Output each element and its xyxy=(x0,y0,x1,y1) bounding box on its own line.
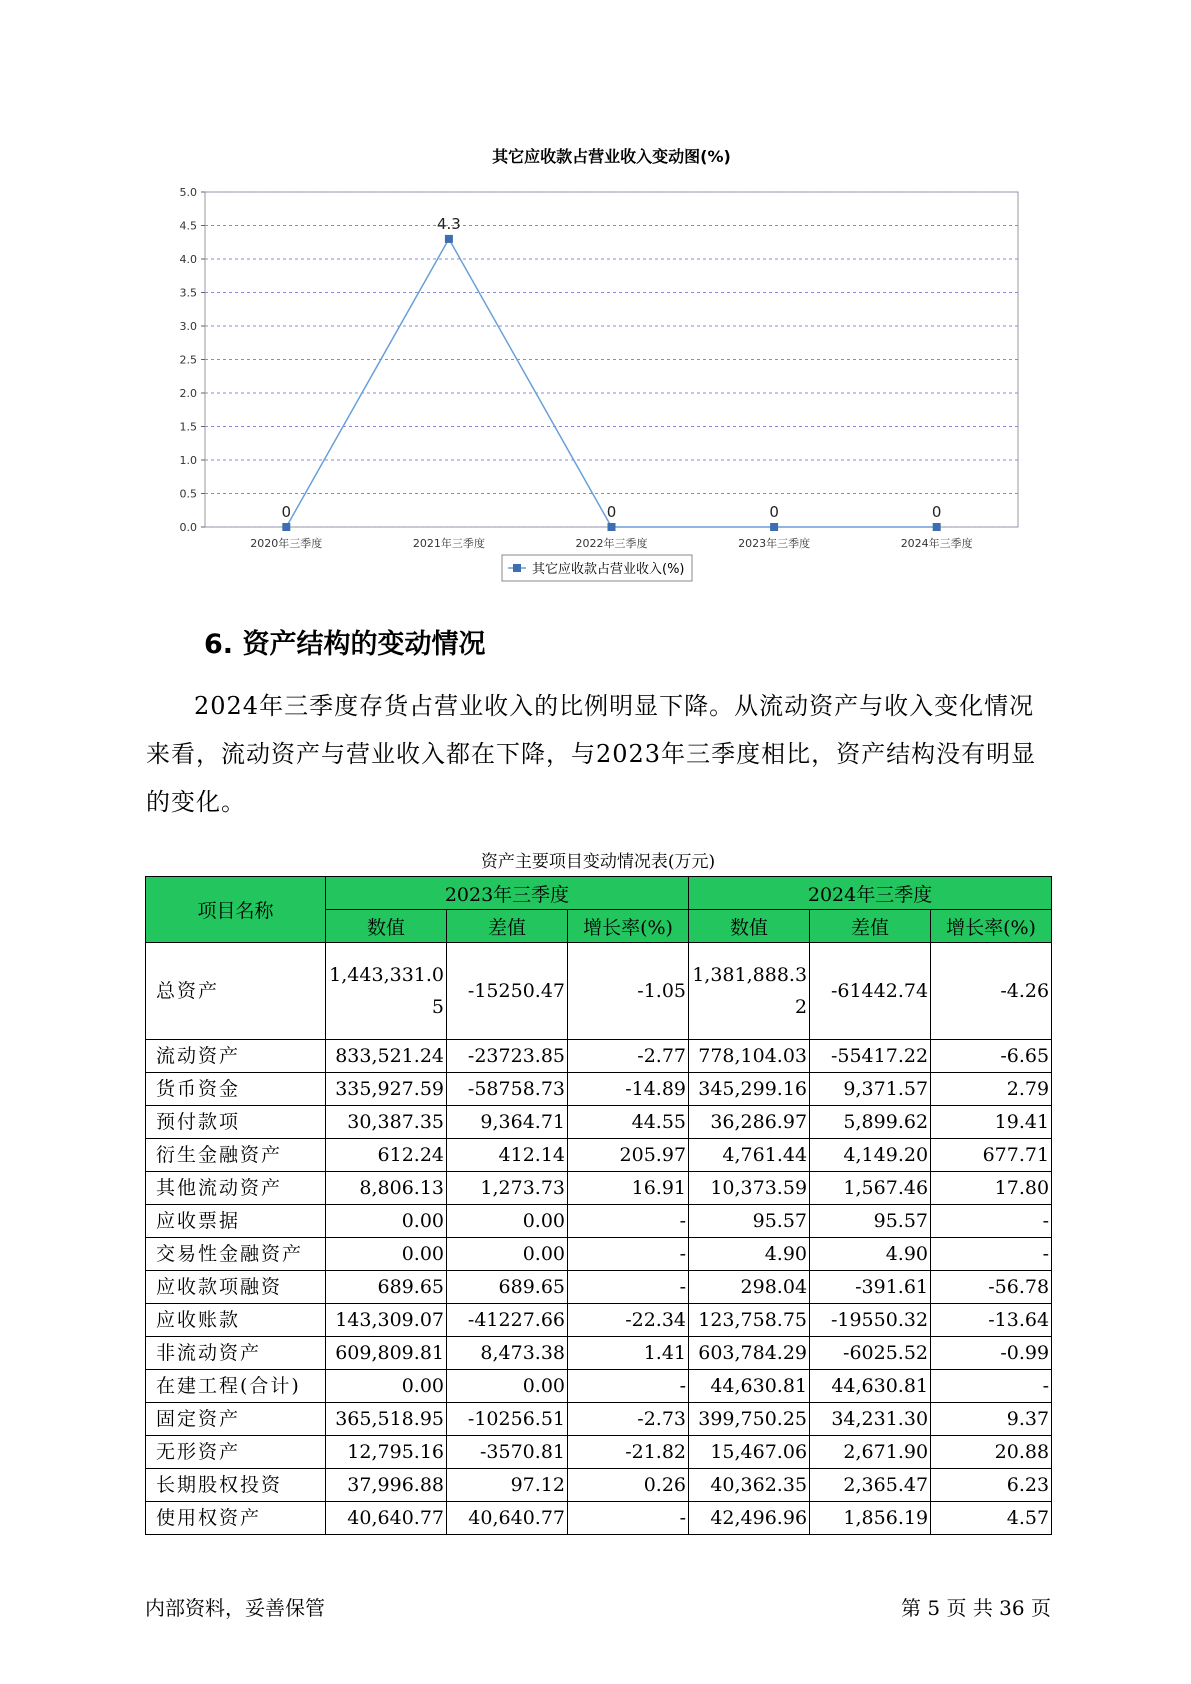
table-cell: -23723.85 xyxy=(447,1040,568,1073)
table-cell: 30,387.35 xyxy=(326,1106,447,1139)
table-cell: -21.82 xyxy=(568,1436,689,1469)
table-cell: 143,309.07 xyxy=(326,1304,447,1337)
table-cell: 8,806.13 xyxy=(326,1172,447,1205)
table-cell: 778,104.03 xyxy=(689,1040,810,1073)
header-value: 数值 xyxy=(326,910,447,943)
row-label: 应收账款 xyxy=(146,1304,326,1337)
table-cell: -19550.32 xyxy=(810,1304,931,1337)
chart-title: 其它应收款占营业收入变动图(%) xyxy=(492,147,731,166)
y-tick-label: 3.0 xyxy=(179,320,197,333)
table-row xyxy=(146,1139,1052,1172)
y-tick-label: 1.5 xyxy=(179,420,197,434)
row-label: 固定资产 xyxy=(146,1403,326,1436)
table-cell: 4.57 xyxy=(931,1502,1052,1535)
table-row xyxy=(146,1337,1052,1370)
table-cell: 412.14 xyxy=(447,1139,568,1172)
data-label: 0 xyxy=(606,503,617,521)
table-caption: 资产主要项目变动情况表(万元) xyxy=(480,852,716,872)
series-line xyxy=(286,239,936,527)
table-cell: -4.26 xyxy=(931,943,1052,1040)
table-cell: 298.04 xyxy=(689,1271,810,1304)
table-row xyxy=(146,1271,1052,1304)
legend-label: 其它应收款占营业收入(%) xyxy=(532,562,685,577)
table-cell: 612.24 xyxy=(326,1139,447,1172)
table-row xyxy=(146,1172,1052,1205)
section-title: 6. 资产结构的变动情况 xyxy=(204,629,486,660)
table-cell: -14.89 xyxy=(568,1073,689,1106)
table-row xyxy=(146,1469,1052,1502)
table-row xyxy=(146,943,1052,1040)
table-cell: - xyxy=(568,1502,689,1535)
y-tick-label: 4.0 xyxy=(179,253,197,266)
table-cell: 42,496.96 xyxy=(689,1502,810,1535)
table-cell: 677.71 xyxy=(931,1139,1052,1172)
table-cell: 1,443,331.05 xyxy=(326,943,447,1040)
table-cell: -391.61 xyxy=(810,1271,931,1304)
table-cell: 12,795.16 xyxy=(326,1436,447,1469)
table-cell: 36,286.97 xyxy=(689,1106,810,1139)
table-row xyxy=(146,1403,1052,1436)
table-cell: -56.78 xyxy=(931,1271,1052,1304)
table-cell: 37,996.88 xyxy=(326,1469,447,1502)
data-point xyxy=(608,523,616,531)
table-cell: 4,149.20 xyxy=(810,1139,931,1172)
table-cell: - xyxy=(931,1238,1052,1271)
y-tick-label: 3.5 xyxy=(179,286,197,300)
header-value: 数值 xyxy=(689,910,810,943)
data-label: 0 xyxy=(769,503,779,521)
header-growth: 增长率(%) xyxy=(931,910,1052,943)
table-cell: 0.00 xyxy=(326,1205,447,1238)
table-cell: -0.99 xyxy=(931,1337,1052,1370)
table-cell: 6.23 xyxy=(931,1469,1052,1502)
data-label: 0 xyxy=(281,503,292,521)
table-cell: -15250.47 xyxy=(447,943,568,1040)
x-tick-label: 2022年三季度 xyxy=(575,537,648,550)
row-label: 预付款项 xyxy=(146,1106,326,1139)
table-cell: - xyxy=(568,1271,689,1304)
table-cell: 0.00 xyxy=(447,1205,568,1238)
table-cell: -2.73 xyxy=(568,1403,689,1436)
table-cell: -6025.52 xyxy=(810,1337,931,1370)
table-row xyxy=(146,1073,1052,1106)
data-point xyxy=(770,523,778,531)
table-row xyxy=(146,1304,1052,1337)
table-cell: 2,671.90 xyxy=(810,1436,931,1469)
x-tick-label: 2021年三季度 xyxy=(412,537,485,550)
row-label: 衍生金融资产 xyxy=(146,1139,326,1172)
table-cell: 9,371.57 xyxy=(810,1073,931,1106)
table-cell: 0.00 xyxy=(326,1370,447,1403)
table-cell: 95.57 xyxy=(810,1205,931,1238)
y-tick-label: 2.0 xyxy=(179,387,197,400)
data-point xyxy=(445,235,453,243)
table-cell: 44.55 xyxy=(568,1106,689,1139)
x-tick-label: 2020年三季度 xyxy=(250,537,323,550)
y-tick-label: 1.0 xyxy=(179,454,197,467)
table-cell: -55417.22 xyxy=(810,1040,931,1073)
row-label: 其他流动资产 xyxy=(146,1172,326,1205)
table-cell: -22.34 xyxy=(568,1304,689,1337)
table-cell: 17.80 xyxy=(931,1172,1052,1205)
x-tick-label: 2024年三季度 xyxy=(900,537,973,550)
table-cell: 44,630.81 xyxy=(689,1370,810,1403)
table-cell: - xyxy=(568,1238,689,1271)
table-cell: 0.00 xyxy=(326,1238,447,1271)
line-chart xyxy=(160,140,1030,600)
row-label: 应收款项融资 xyxy=(146,1271,326,1304)
table-cell: 609,809.81 xyxy=(326,1337,447,1370)
table-cell: 9.37 xyxy=(931,1403,1052,1436)
table-cell: 44,630.81 xyxy=(810,1370,931,1403)
header-item: 项目名称 xyxy=(146,877,326,943)
table-cell: 2.79 xyxy=(931,1073,1052,1106)
table-cell: -3570.81 xyxy=(447,1436,568,1469)
table-cell: 399,750.25 xyxy=(689,1403,810,1436)
table-cell: 345,299.16 xyxy=(689,1073,810,1106)
y-tick-label: 2.5 xyxy=(179,353,197,367)
table-cell: 603,784.29 xyxy=(689,1337,810,1370)
table-cell: -1.05 xyxy=(568,943,689,1040)
table-cell: 205.97 xyxy=(568,1139,689,1172)
table-cell: 15,467.06 xyxy=(689,1436,810,1469)
legend-marker xyxy=(513,564,521,572)
table-cell: 1,273.73 xyxy=(447,1172,568,1205)
table-cell: 16.91 xyxy=(568,1172,689,1205)
table-cell: 20.88 xyxy=(931,1436,1052,1469)
table-cell: -58758.73 xyxy=(447,1073,568,1106)
table-cell: 365,518.95 xyxy=(326,1403,447,1436)
row-label: 流动资产 xyxy=(146,1040,326,1073)
table-cell: - xyxy=(931,1370,1052,1403)
table-cell: 4.90 xyxy=(810,1238,931,1271)
table-cell: 0.00 xyxy=(447,1370,568,1403)
row-label: 在建工程(合计) xyxy=(146,1370,326,1403)
row-label: 使用权资产 xyxy=(146,1502,326,1535)
table-cell: -61442.74 xyxy=(810,943,931,1040)
table-cell: 10,373.59 xyxy=(689,1172,810,1205)
table-cell: 8,473.38 xyxy=(447,1337,568,1370)
header-period-2024: 2024年三季度 xyxy=(689,877,1052,910)
table-cell: 4.90 xyxy=(689,1238,810,1271)
table-cell: 689.65 xyxy=(447,1271,568,1304)
table-row xyxy=(146,1205,1052,1238)
table-cell: 95.57 xyxy=(689,1205,810,1238)
table-cell: 40,640.77 xyxy=(326,1502,447,1535)
data-label: 4.3 xyxy=(436,214,461,233)
table-cell: 123,758.75 xyxy=(689,1304,810,1337)
asset-table xyxy=(145,876,1052,1535)
y-tick-label: 0.5 xyxy=(179,487,197,501)
y-tick-label: 0.0 xyxy=(179,521,197,534)
table-cell: 97.12 xyxy=(447,1469,568,1502)
table-cell: 0.00 xyxy=(447,1238,568,1271)
header-period-2023: 2023年三季度 xyxy=(326,877,689,910)
table-row xyxy=(146,1106,1052,1139)
row-label: 非流动资产 xyxy=(146,1337,326,1370)
table-cell: - xyxy=(568,1205,689,1238)
table-cell: 5,899.62 xyxy=(810,1106,931,1139)
row-label: 应收票据 xyxy=(146,1205,326,1238)
table-cell: 0.26 xyxy=(568,1469,689,1502)
table-cell: -2.77 xyxy=(568,1040,689,1073)
table-cell: 1,381,888.32 xyxy=(689,943,810,1040)
table-cell: 4,761.44 xyxy=(689,1139,810,1172)
table-cell: 833,521.24 xyxy=(326,1040,447,1073)
header-growth: 增长率(%) xyxy=(568,910,689,943)
data-point xyxy=(282,523,290,531)
table-cell: - xyxy=(568,1370,689,1403)
table-cell: 1.41 xyxy=(568,1337,689,1370)
table-row xyxy=(146,1040,1052,1073)
table-cell: 1,567.46 xyxy=(810,1172,931,1205)
y-tick-label: 5.0 xyxy=(179,186,197,199)
table-cell: 9,364.71 xyxy=(447,1106,568,1139)
table-cell: -13.64 xyxy=(931,1304,1052,1337)
table-row xyxy=(146,1436,1052,1469)
table-row xyxy=(146,1370,1052,1403)
table-cell: -41227.66 xyxy=(447,1304,568,1337)
table-cell: 34,231.30 xyxy=(810,1403,931,1436)
row-label: 长期股权投资 xyxy=(146,1469,326,1502)
row-label: 交易性金融资产 xyxy=(146,1238,326,1271)
footer-page-number: 第 5 页 共 36 页 xyxy=(901,1596,1051,1620)
table-row xyxy=(146,1502,1052,1535)
table-cell: 689.65 xyxy=(326,1271,447,1304)
table-cell: - xyxy=(931,1205,1052,1238)
x-tick-label: 2023年三季度 xyxy=(738,537,811,550)
table-cell: -10256.51 xyxy=(447,1403,568,1436)
row-label: 货币资金 xyxy=(146,1073,326,1106)
table-cell: 335,927.59 xyxy=(326,1073,447,1106)
section-paragraph: 2024年三季度存货占营业收入的比例明显下降。从流动资产与收入变化情况来看，流动资产与营业收入都在下降，与2023年三季度相比，资产结构没有明显的变化。 xyxy=(146,692,1037,816)
data-label: 0 xyxy=(931,503,942,521)
data-point xyxy=(933,523,941,531)
table-cell: 40,362.35 xyxy=(689,1469,810,1502)
y-tick-label: 4.5 xyxy=(179,219,197,233)
table-row xyxy=(146,1238,1052,1271)
chart-svg xyxy=(160,140,1030,600)
table-cell: 1,856.19 xyxy=(810,1502,931,1535)
footer-confidential: 内部资料，妥善保管 xyxy=(145,1596,325,1620)
row-label: 总资产 xyxy=(146,943,326,1040)
row-label: 无形资产 xyxy=(146,1436,326,1469)
header-diff: 差值 xyxy=(447,910,568,943)
table-cell: 40,640.77 xyxy=(447,1502,568,1535)
table-cell: 19.41 xyxy=(931,1106,1052,1139)
table-cell: -6.65 xyxy=(931,1040,1052,1073)
table-cell: 2,365.47 xyxy=(810,1469,931,1502)
header-diff: 差值 xyxy=(810,910,931,943)
